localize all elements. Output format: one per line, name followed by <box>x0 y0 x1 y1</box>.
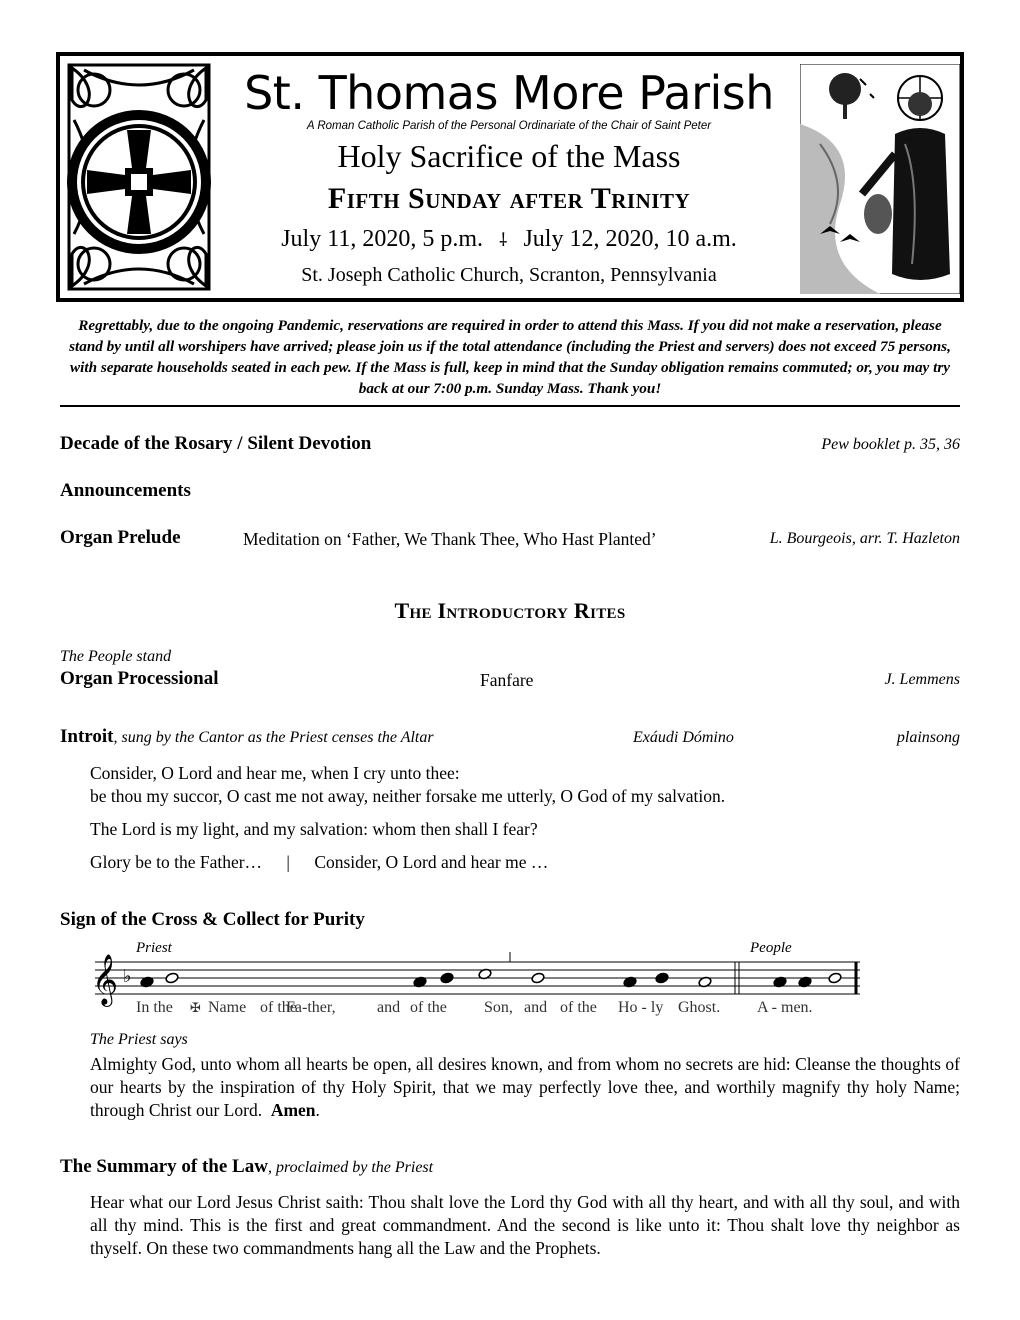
summary-text: Hear what our Lord Jesus Christ saith: Thou shalt love the Lord thy God with all thy heart, and with all thy soul, and with all thy mind. This is the first and great commandment. And the second is like unto it: Thou shalt love thy neighbor as thyself. On these two commandments hang all the Law and the Prophets. <box>90 1192 960 1258</box>
cross-separator-icon: ⸸ <box>499 230 508 251</box>
celtic-cross-logo-icon <box>64 60 214 294</box>
chant-note-2 <box>165 972 179 984</box>
divider <box>60 405 960 407</box>
processional-heading: Organ Processional <box>60 668 219 689</box>
chant-syllable-1: In the <box>136 999 173 1016</box>
chant-syllable-11: Ho - ly <box>618 999 664 1016</box>
treble-clef-icon: 𝄞 <box>92 954 119 1005</box>
introductory-rites-heading: The Introductory Rites <box>394 598 626 623</box>
processional-piece: Fanfare <box>480 670 534 690</box>
parish-subtitle: A Roman Catholic Parish of the Personal Ordinariate of the Chair of Saint Peter <box>306 120 712 132</box>
chant-syllable-8: Son, <box>484 999 513 1016</box>
chant-note-6 <box>531 972 545 984</box>
sower-icon-image <box>800 64 960 294</box>
header-box <box>56 52 964 302</box>
chant-syllable-2: ✠ <box>190 1001 201 1016</box>
summary-heading <box>60 1156 433 1178</box>
occasion-title: Fifth Sunday after Trinity <box>327 182 691 215</box>
introit-mode: plainsong <box>896 729 960 746</box>
chant-syllable-3: Name <box>208 999 247 1016</box>
rosary-reference: Pew booklet p. 35, 36 <box>821 436 960 453</box>
processional-composer: J. Lemmens <box>884 671 960 688</box>
collect-rubric: The Priest says <box>90 1031 188 1048</box>
date-sunday: July 12, 2020, 10 a.m. <box>523 226 737 252</box>
rosary-heading: Decade of the Rosary / Silent Devotion <box>60 433 372 454</box>
introit-line-3: The Lord is my light, and my salvation: whom then shall I fear? <box>90 819 538 839</box>
gloria-patri: Glory be to the Father… <box>90 852 263 872</box>
collect-amen: Amen <box>270 1100 316 1120</box>
service-dates <box>220 226 798 253</box>
people-stand-rubric: The People stand <box>60 648 172 665</box>
chant-syllable-10: of the <box>560 999 597 1016</box>
collect-prayer <box>90 1053 960 1122</box>
chant-note-12 <box>828 972 842 984</box>
summary-title: The Summary of the Law <box>60 1156 268 1177</box>
prelude-heading: Organ Prelude <box>60 527 181 548</box>
collect-text: Almighty God, unto whom all hearts be open, all desires known, and from whom no secrets are hid: Cleanse the thoughts of our hearts by the inspiration of thy Holy Spirit, that we may perfectly love thee, and worthily magnify thy holy Name; through Christ our Lord. <box>90 1054 960 1120</box>
chant-syllable-4: of the <box>260 999 297 1016</box>
chant-note-4 <box>440 972 454 984</box>
introit-title: Introit <box>60 726 114 747</box>
parish-name: St. Thomas More Parish <box>244 66 774 120</box>
prelude-piece: Meditation on ‘Father, We Thank Thee, Who Hast Planted’ <box>243 529 657 549</box>
chant-note-8 <box>655 972 669 984</box>
introit-rubric: , sung by the Cantor as the Priest censes the Altar <box>113 729 434 746</box>
chant-people-label: People <box>750 940 792 956</box>
chant-syllable-13: A - men. <box>757 999 813 1016</box>
date-saturday: July 11, 2020, 5 p.m. <box>281 226 483 252</box>
chant-syllable-12: Ghost. <box>678 999 721 1016</box>
chant-syllable-6: and <box>377 999 401 1016</box>
chant-syllable-5: Fa-ther, <box>286 999 336 1016</box>
sign-of-cross-heading: Sign of the Cross & Collect for Purity <box>60 909 365 930</box>
chant-syllable-7: of the <box>410 999 447 1016</box>
introit-line-1: Consider, O Lord and hear me, when I cry unto thee: <box>90 763 460 783</box>
collect-period: . <box>315 1100 320 1120</box>
flat-icon: ♭ <box>123 966 132 987</box>
pandemic-notice: Regrettably, due to the ongoing Pandemic, reservations are required in order to attend this Mass. If you did not make a reservation, please stand by until all worshipers have arrived; please join us if the total attendance (including the Priest and servers) does not exceed 75 persons, with separate households seated in each pew. If the Mass is full, keep in mind that the Sunday obligation remains commuted; or, you may try back at our 7:00 p.m. Sunday Mass. Thank you! <box>69 317 951 397</box>
prelude-composer: L. Bourgeois, arr. T. Hazleton <box>769 530 960 547</box>
introit-repeat: Consider, O Lord and hear me … <box>314 852 549 872</box>
chant-priest-label: Priest <box>136 940 172 956</box>
chant-staff <box>90 938 870 1022</box>
introit-incipit: Exáudi Dómino <box>633 729 734 746</box>
introit-line-4 <box>90 852 548 873</box>
service-title: Holy Sacrifice of the Mass <box>337 138 681 174</box>
chant-syllable-9: and <box>524 999 548 1016</box>
separator: | <box>286 852 290 872</box>
location: St. Joseph Catholic Church, Scranton, Pennsylvania <box>301 264 717 286</box>
introit-line-2: be thou my succor, O cast me not away, neither forsake me utterly, O God of my salvation. <box>90 786 726 806</box>
summary-rubric: , proclaimed by the Priest <box>267 1159 434 1176</box>
chant-lyrics <box>136 999 813 1016</box>
announcements-heading: Announcements <box>60 480 191 501</box>
introit-heading <box>60 726 434 748</box>
